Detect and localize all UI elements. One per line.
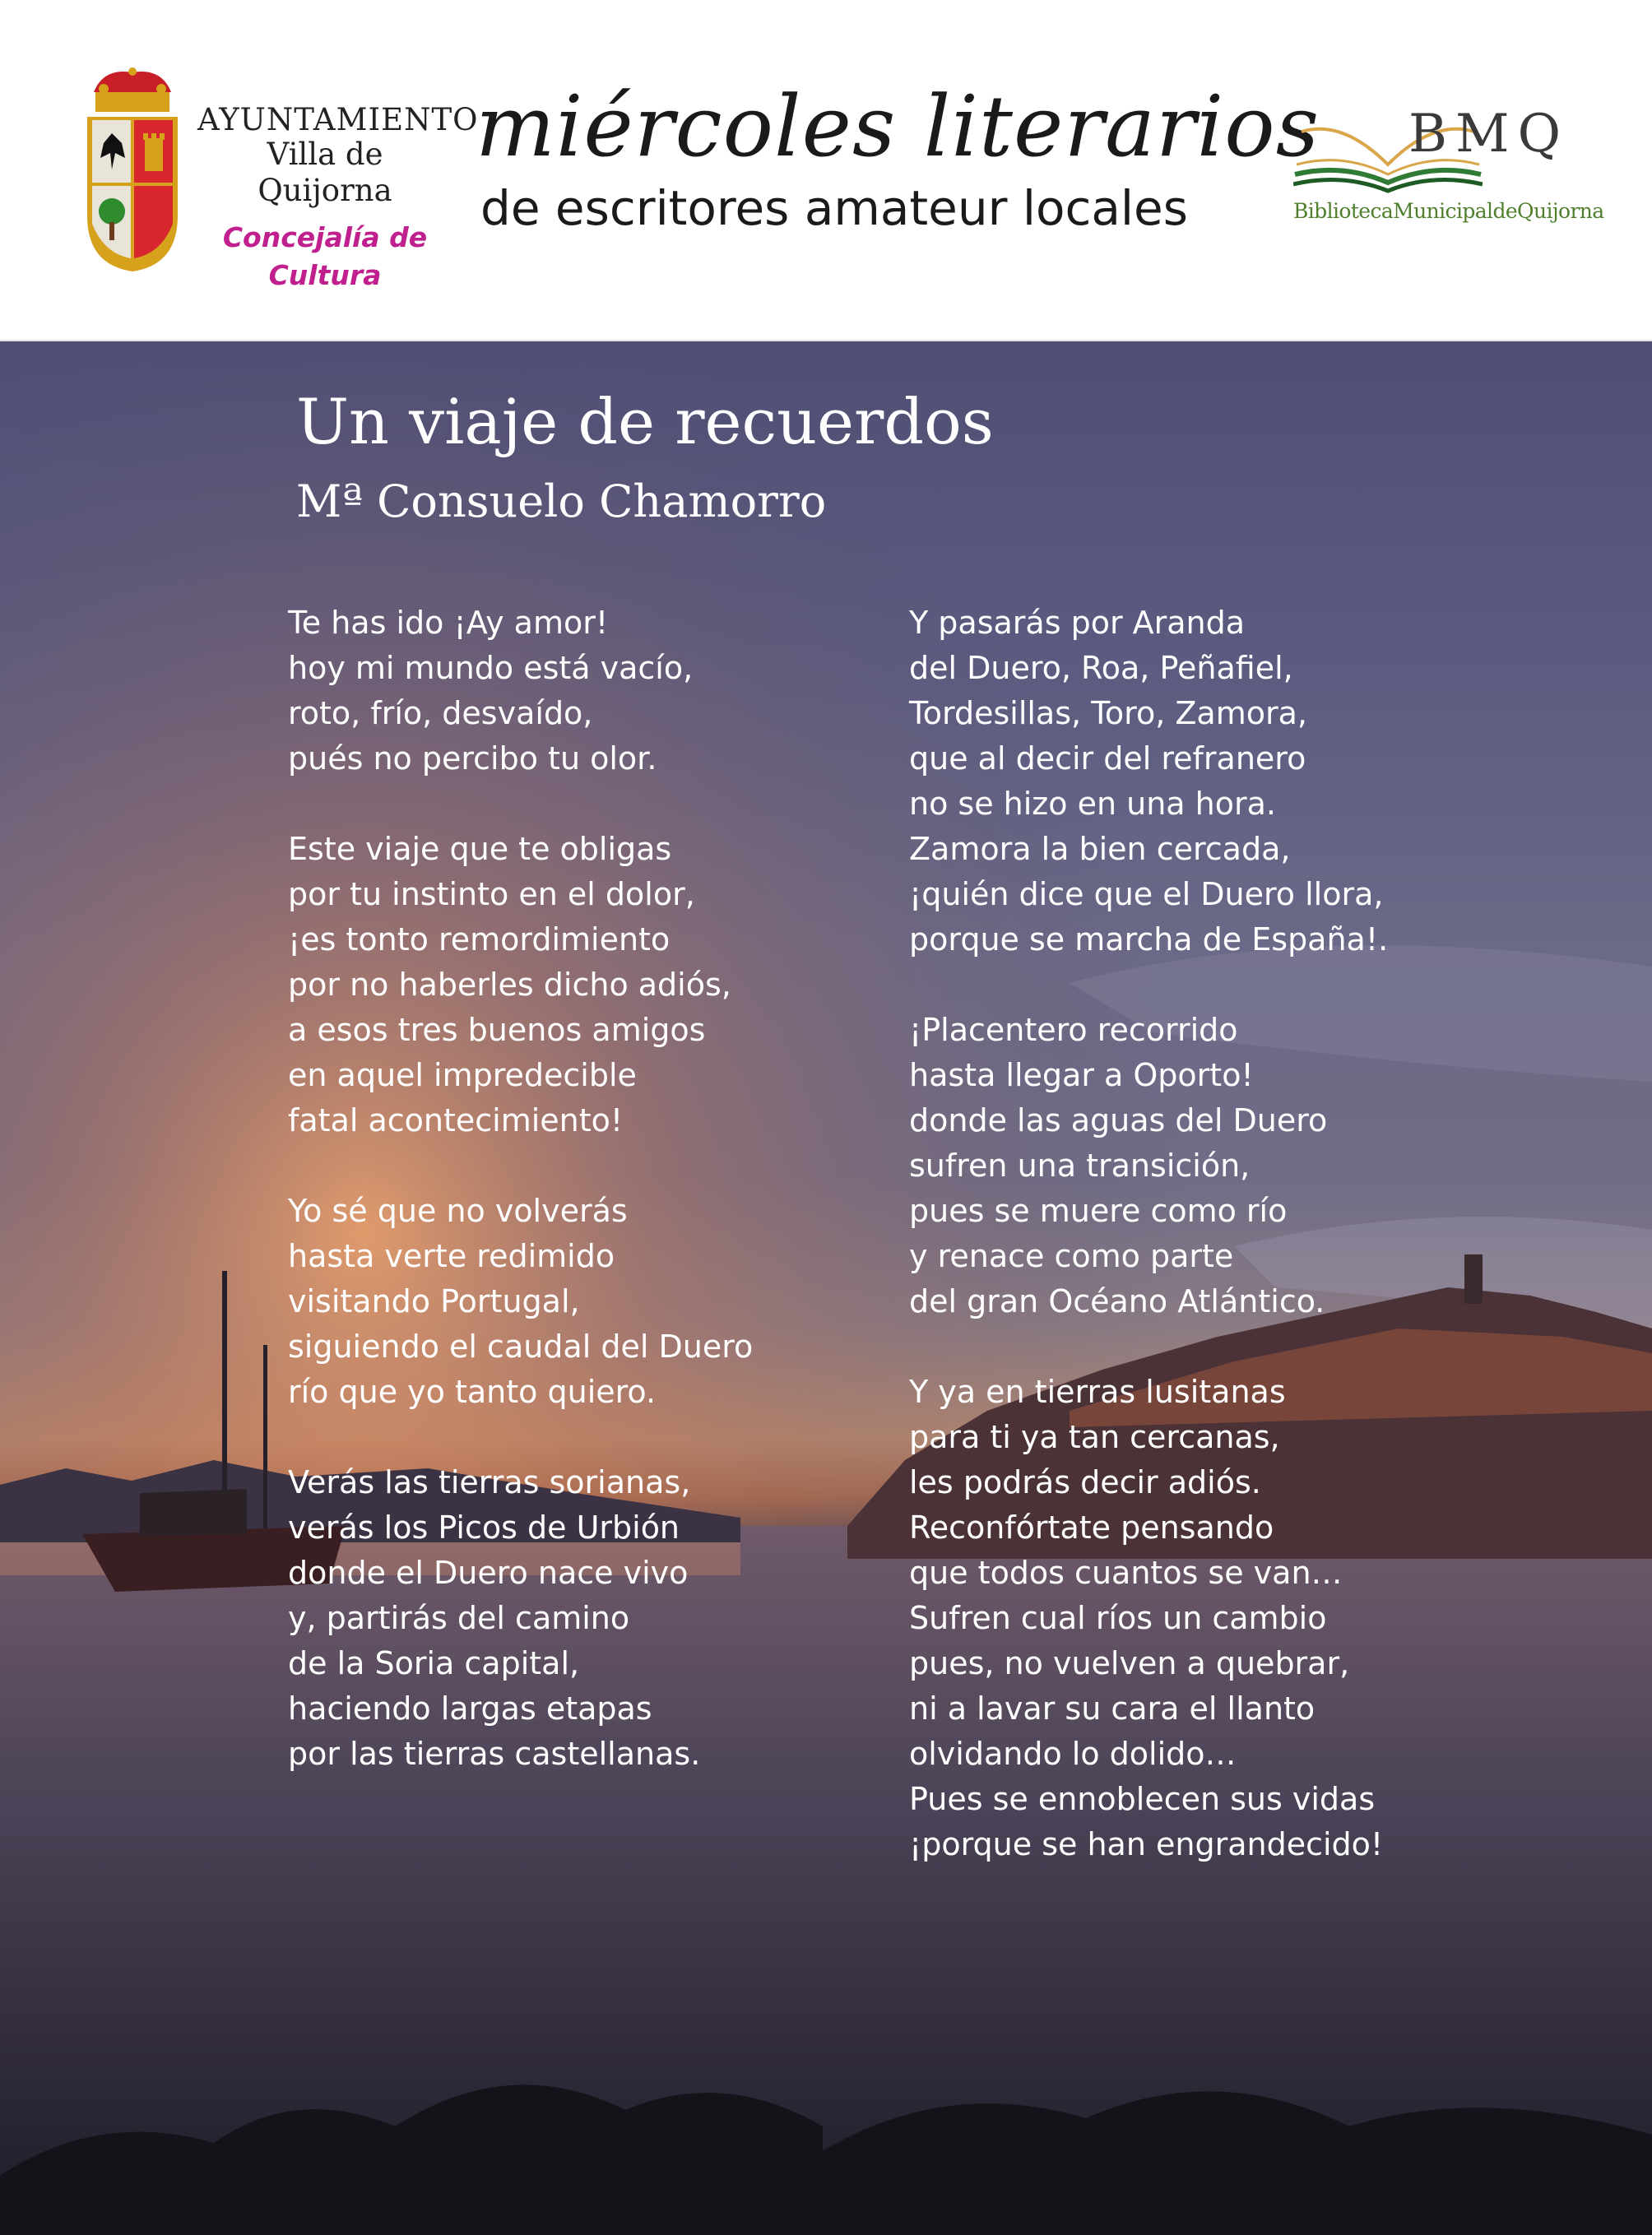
poem-line: que al decir del refranero [909,740,1306,777]
poem-line: hasta verte redimido [288,1238,615,1274]
library-name: BibliotecaMunicipaldeQuijorna [1293,199,1604,223]
poem-stanza [288,1189,814,1415]
poem-line: sufren una transición, [909,1148,1251,1184]
poem-line: haciendo largas etapas [288,1690,652,1727]
department-line2: Cultura [268,259,382,291]
poem-line: Reconfórtate pensando [909,1509,1274,1546]
poem-line: ni a lavar su cara el llanto [909,1690,1316,1727]
poem-line: hoy mi mundo está vacío, [288,650,694,686]
poem-line: que todos cuantos se van… [909,1555,1343,1591]
poem-stanza [909,1008,1534,1324]
poem-line: ¡quién dice que el Duero llora, [909,876,1384,912]
poem-line: ¡es tonto remordimiento [288,921,671,958]
poem-line: hasta llegar a Oporto! [909,1057,1254,1093]
poem-line: para ti ya tan cercanas, [909,1419,1280,1455]
council-name [197,102,479,294]
poem-stanza [288,600,814,781]
poem-line: donde las aguas del Duero [909,1102,1328,1138]
poem-stanza [288,1460,814,1777]
poem-line: Verás las tierras sorianas, [288,1464,691,1500]
poem-line: en aquel impredecible [288,1057,637,1093]
poem-line: donde el Duero nace vivo [288,1555,689,1591]
poem-line: del gran Océano Atlántico. [909,1283,1325,1319]
poem-line: porque se marcha de España!. [909,921,1389,958]
coat-of-arms-icon [79,67,186,275]
poem-line: roto, frío, desvaído, [288,695,593,731]
poem-left-column [288,600,814,1822]
poem-line: Tordesillas, Toro, Zamora, [909,695,1307,731]
series-subtitle: de escritores amateur locales [480,180,1188,236]
poem-line: a esos tres buenos amigos [288,1012,706,1048]
poem-line: siguiendo el caudal del Duero [288,1328,754,1365]
poem-line: Zamora la bien cercada, [909,831,1291,867]
poem-stanza [909,1370,1534,1867]
poem-line: ¡porque se han engrandecido! [909,1826,1384,1862]
poem-line: fatal acontecimiento! [288,1102,624,1138]
poem-line: y, partirás del camino [288,1600,630,1636]
department-line1: Concejalía de [222,221,428,253]
poem-line: Sufren cual ríos un cambio [909,1600,1327,1636]
poem-line: y renace como parte [909,1238,1234,1274]
poem-line: Pues se ennoblecen sus vidas [909,1781,1376,1817]
poem-line: ¡Placentero recorrido [909,1012,1238,1048]
poem-author: Mª Consuelo Chamorro [296,475,827,527]
poem-line: pues se muere como río [909,1193,1288,1229]
poem-line: olvidando lo dolido… [909,1736,1237,1772]
council-line2: Villa de Quijorna [258,137,392,208]
poem-line: Te has ido ¡Ay amor! [288,605,609,641]
series-title: miércoles literarios [476,78,1320,176]
poem-line: pués no percibo tu olor. [288,740,657,777]
poem-line: por tu instinto en el dolor, [288,876,695,912]
poem-stanza [909,600,1534,962]
poem-line: Y ya en tierras lusitanas [909,1374,1286,1410]
poem-line: Yo sé que no volverás [288,1193,628,1229]
poem-line: les podrás decir adiós. [909,1464,1261,1500]
poem-right-column [909,600,1534,1913]
poem-line: Y pasarás por Aranda [909,605,1246,641]
poem-line: por no haberles dicho adiós, [288,967,731,1003]
council-line1: AYUNTAMIENTO [197,102,479,137]
poem-line: por las tierras castellanas. [288,1736,701,1772]
poem-line: Este viaje que te obligas [288,831,672,867]
poem-line: no se hizo en una hora. [909,786,1276,822]
department-label [197,219,452,294]
header-banner [0,0,1652,341]
library-abbreviation: BMQ [1408,104,1570,165]
poem-line: visitando Portugal, [288,1283,580,1319]
poem-stanza [288,827,814,1143]
poem-line: verás los Picos de Urbión [288,1509,680,1546]
poem-title: Un viaje de recuerdos [296,385,994,458]
poem-line: río que yo tanto quiero. [288,1374,657,1410]
poem-line: pues, no vuelven a quebrar, [909,1645,1350,1681]
poem-line: del Duero, Roa, Peñafiel, [909,650,1293,686]
poem-line: de la Soria capital, [288,1645,580,1681]
